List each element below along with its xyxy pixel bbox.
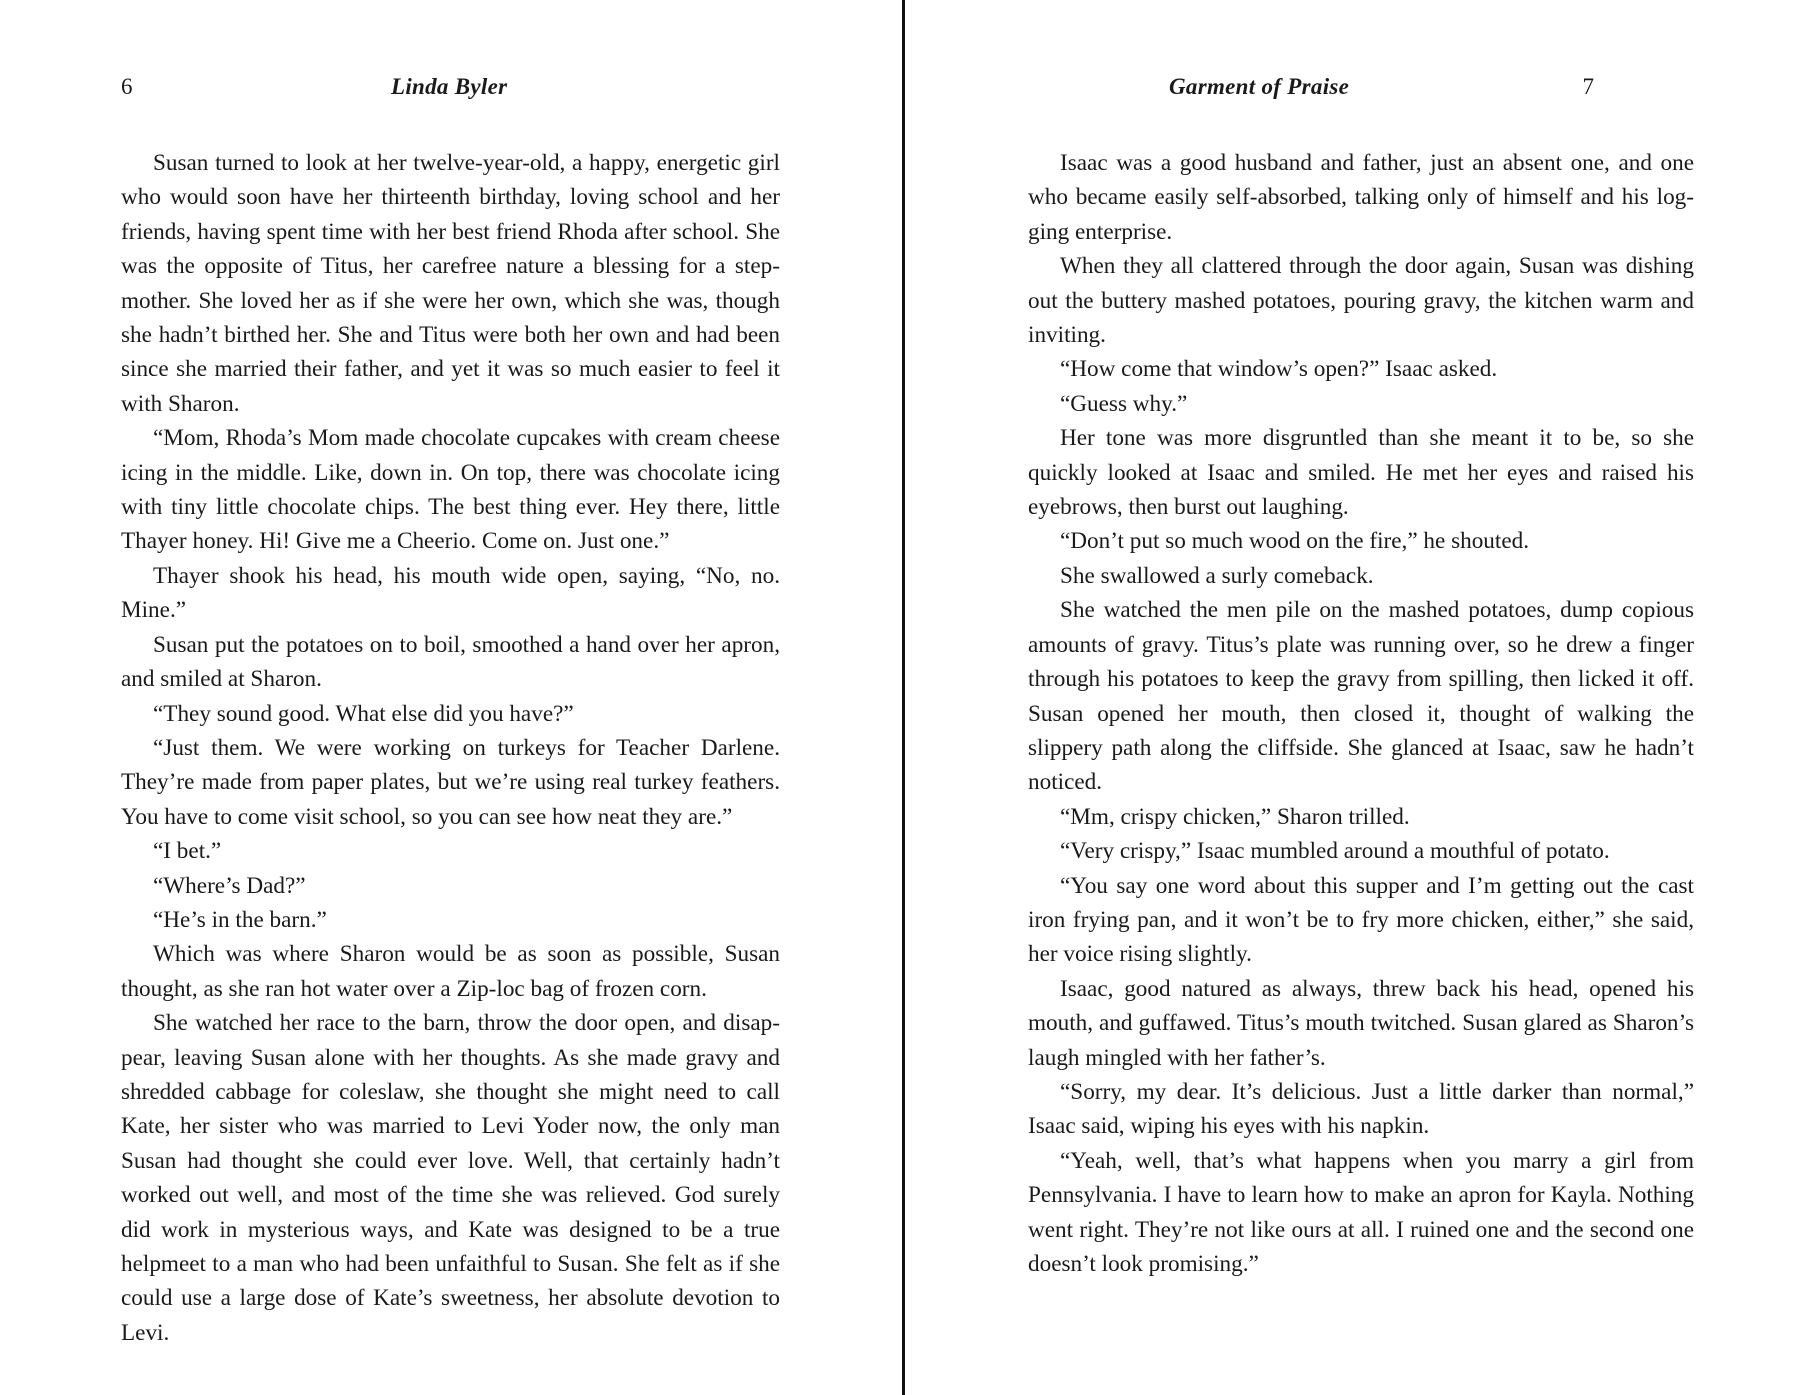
paragraph: Isaac, good natured as always, threw back his head, opened his mouth, and guffawed. Titus’s mouth twitched. Susan glared as Sharon’s laugh mingled with her father’s. [1028,975,1694,1071]
paragraph: “You say one word about this supper and I’m getting out the cast iron frying pan, and it won’t be to fry more chicken, either,” she said, her voice rising slightly. [1028,872,1694,968]
paragraph: She watched the men pile on the mashed potatoes, dump copious amounts of gravy. Titus’s plate was running over, so he drew a finger through his potatoes to keep the gravy from spilling, then licked it off. Susan opened her mouth, then closed it, thought of walking the slippery path along the cliffside. She glanced at Isaac, saw he hadn’t noticed. [1028,597,1694,796]
page-number: 7 [1582,74,1594,99]
paragraph: “Mm, crispy chicken,” Sharon trilled. [1060,803,1410,830]
author-name: Linda Byler [391,74,508,99]
paragraph: Isaac was a good husband and father, just an absent one, and one who became easily self-absorbed, talking only of himself and his logging enterprise. [1028,150,1694,245]
running-head-right [1028,70,1594,104]
paragraph: “He’s in the barn.” [153,906,327,933]
paragraph: When they all clattered through the door again, Susan was dishing out the buttery mashed potatoes, pouring gravy, the kitchen warm and inviting. [1028,253,1694,349]
left-page [0,0,902,1395]
page-number: 6 [121,74,133,99]
paragraph: “How come that window’s open?” Isaac asked. [1060,356,1498,383]
paragraph: “They sound good. What else did you have?” [153,700,574,727]
body-text-right [1028,146,1694,1281]
paragraph: She swallowed a surly comeback. [1060,562,1374,589]
right-page [906,0,1807,1395]
paragraph: “Just them. We were working on turkeys for Teacher Darlene. They’re made from paper plates, but we’re using real turkey feathers. You have to come visit school, so you can see how neat they are.” [121,734,780,830]
paragraph: She watched her race to the barn, throw the door open, and disappear, leaving Susan alone with her thoughts. As she made gravy and shredded cabbage for coleslaw, she thought she might need to call Kate, her sister who was married to Levi Yoder now, the only man Susan had thought she could ever love. Well, that certainly hadn’t worked out well, and most of the time she was relieved. God surely did work in mysterious ways, and Kate was designed to be a true helpmeet to a man who had been unfaithful to Susan. She felt as if she could use a large dose of Kate’s sweetness, her absolute devotion to Levi. [121,1010,780,1346]
book-title: Garment of Praise [1169,74,1350,99]
paragraph: “Mom, Rhoda’s Mom made chocolate cupcakes with cream cheese icing in the middle. Like, down in. On top, there was chocolate icing with tiny little chocolate chips. The best thing ever. Hey there, little Thayer honey. Hi! Give me a Cheerio. Come on. Just one.” [121,425,780,555]
body-text-left [121,146,780,1350]
gutter-divider [902,0,905,1395]
running-head-left [121,70,779,104]
paragraph: Which was where Sharon would be as soon as possible, Susan thought, as she ran hot water over a Zip-loc bag of frozen corn. [121,941,780,1002]
paragraph: Thayer shook his head, his mouth wide open, saying, “No, no. Mine.” [121,562,780,624]
paragraph: “Guess why.” [1060,390,1188,417]
paragraph: Susan turned to look at her twelve-year-old, a happy, energetic girl who would soon have her thirteenth birthday, loving school and her friends, having spent time with her best friend Rhoda after school. She was the opposite of Titus, her carefree nature a blessing for a stepmother. She loved her as if she were her own, which she was, though she hadn’t birthed her. She and Titus were both her own and had been since she married their father, and yet it was so much easier to feel it with Sharon. [121,150,780,417]
paragraph: Susan put the potatoes on to boil, smoothed a hand over her apron, and smiled at Sharon. [121,631,780,693]
paragraph: “I bet.” [153,838,222,865]
paragraph: Her tone was more disgruntled than she meant it to be, so she quickly looked at Isaac and smiled. He met her eyes and raised his eyebrows, then burst out laughing. [1028,425,1694,521]
paragraph: “Don’t put so much wood on the fire,” he shouted. [1060,528,1530,555]
paragraph: “Where’s Dad?” [153,872,306,899]
paragraph: “Yeah, well, that’s what happens when you marry a girl from Pennsylvania. I have to learn how to make an apron for Kayla. Nothing went right. They’re not like ours at all. I ruined one and the second one doesn’t look promising.” [1028,1147,1694,1277]
paragraph: “Very crispy,” Isaac mumbled around a mouthful of potato. [1060,838,1610,865]
paragraph: “Sorry, my dear. It’s delicious. Just a little darker than normal,” Isaac said, wiping his eyes with his napkin. [1028,1078,1694,1140]
